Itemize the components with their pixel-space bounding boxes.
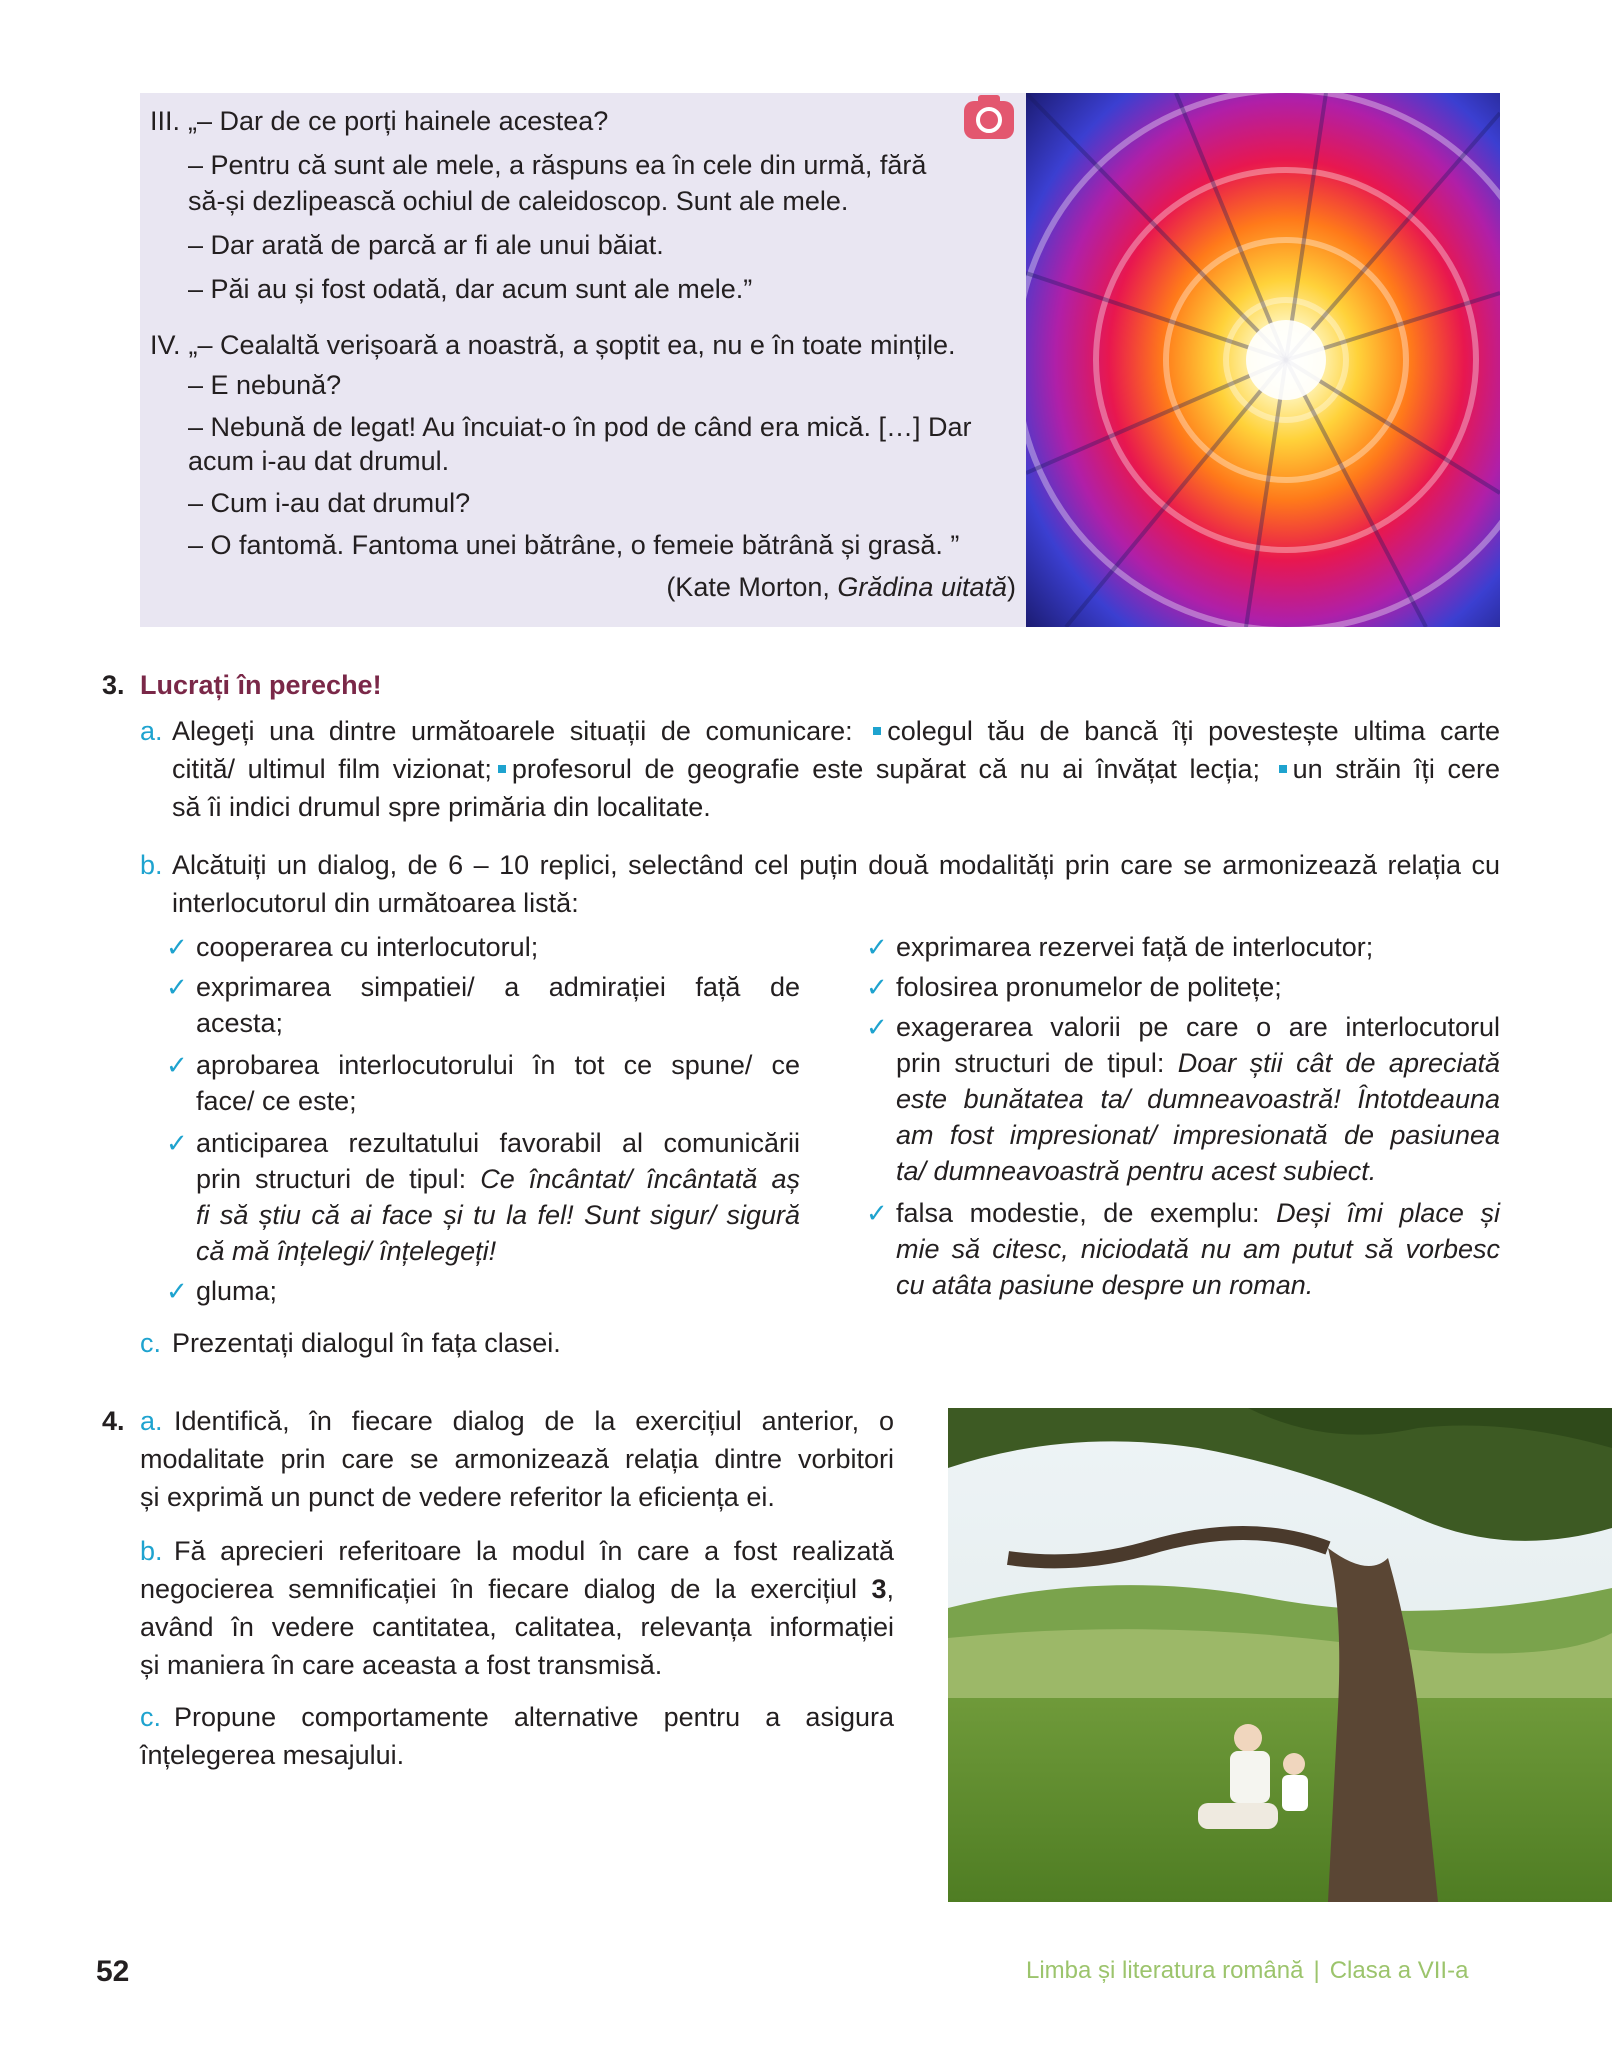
exercise-4b-line: Fă aprecieri referitoare la modul în care a fost realizată (174, 1536, 894, 1566)
roman-numeral-iv: IV. (150, 330, 181, 360)
checklist-item: prin structuri de tipul: Doar știi cât de apreciată (896, 1048, 1500, 1078)
item-label: a. (140, 716, 163, 746)
checklist-item: am fost impresionat/ impresionată de pasiunea (896, 1120, 1500, 1150)
check-icon: ✓ (166, 1276, 188, 1306)
checklist-item: cooperarea cu interlocutorul; (196, 932, 539, 962)
checklist-item: fi să știu că ai face și tu la fel! Sunt sigur/ sigură (196, 1200, 800, 1230)
exercise-3c-text: Prezentați dialogul în fața clasei. (172, 1328, 561, 1358)
excerpt-line: – Dar arată de parcă ar fi ale unui băiat. (188, 230, 664, 260)
checklist-item: prin structuri de tipul: Ce încântat/ încântată aș (196, 1164, 800, 1194)
checklist-item: exprimarea simpatiei/ a admirației față de (196, 972, 800, 1002)
footer-subject: Limba și literatura română | Clasa a VII-a (1026, 1957, 1469, 1984)
excerpt-line: acum i-au dat drumul. (188, 446, 450, 476)
excerpt-line: III. „– Dar de ce porți hainele acestea? (150, 106, 609, 136)
exercise-4a-line: Identifică, în fiecare dialog de la exercițiul anterior, o (174, 1406, 894, 1436)
square-bullet-icon (873, 727, 881, 735)
checklist-item: că mă înțelegi/ înțelegeți! (196, 1236, 497, 1266)
exercise-4b-line: negocierea semnificației în fiecare dialog de la exercițiul 3, (140, 1574, 894, 1604)
excerpt-line: – Pentru că sunt ale mele, a răspuns ea în cele din urmă, fără (188, 150, 927, 180)
excerpt-line: – Păi au și fost odată, dar acum sunt ale mele.” (188, 274, 753, 304)
square-bullet-icon (1279, 765, 1287, 773)
checklist-item: gluma; (196, 1276, 278, 1306)
checklist-item: anticiparea rezultatului favorabil al comunicării (196, 1128, 800, 1158)
father-son-under-tree-photo (948, 1408, 1612, 1902)
exercise-heading: Lucrați în pereche! (140, 670, 382, 700)
excerpt-line: – O fantomă. Fantoma unei bătrâne, o femeie bătrână și grasă. ” (188, 530, 960, 560)
item-label: c. (140, 1702, 162, 1732)
checklist-item: cu atâta pasiune despre un roman. (896, 1270, 1314, 1300)
exercise-number: 4. (102, 1406, 125, 1436)
exercise-3a-line: citită/ ultimul film vizionat; profesorul de geografie este supărat că nu ai învățat lecția; un străin îți cere (172, 754, 1500, 784)
excerpt-line: – Nebună de legat! Au încuiat-o în pod de când era mică. […] Dar (188, 412, 972, 442)
checklist-item: folosirea pronumelor de politețe; (896, 972, 1282, 1002)
item-label: c. (140, 1328, 162, 1358)
roman-numeral-iii: III. (150, 106, 181, 136)
item-label: b. (140, 1536, 163, 1566)
check-icon: ✓ (866, 972, 888, 1002)
kaleidoscope-image (1026, 93, 1500, 627)
excerpt-box (140, 93, 1026, 627)
checklist-item: acesta; (196, 1008, 284, 1038)
check-icon: ✓ (166, 972, 188, 1002)
excerpt-line: IV. „– Cealaltă verișoară a noastră, a șoptit ea, nu e în toate mințile. (150, 330, 956, 360)
exercise-4c-line: înțelegerea mesajului. (140, 1740, 405, 1770)
checklist-item: este bunătatea ta/ dumneavoastră! Întotdeauna (896, 1084, 1500, 1114)
checklist-item: ta/ dumneavoastră pentru acest subiect. (896, 1156, 1377, 1186)
footer-separator: | (1313, 1957, 1320, 1984)
exercise-3b-line: interlocutorul din următoarea listă: (172, 888, 579, 918)
excerpt-line: să-și dezlipească ochiul de caleidoscop. Sunt ale mele. (188, 186, 849, 216)
checklist-item: exagerarea valorii pe care o are interlocutorul (896, 1012, 1500, 1042)
excerpt-line: – E nebună? (188, 370, 342, 400)
exercise-3a-line: să îi indici drumul spre primăria din localitate. (172, 792, 711, 822)
exercise-number: 3. (102, 670, 125, 700)
checklist-item: exprimarea rezervei față de interlocutor; (896, 932, 1374, 962)
checklist-item: mie să citesc, niciodată nu am putut să vorbesc (896, 1234, 1500, 1264)
item-label: a. (140, 1406, 163, 1436)
checklist-item: face/ ce este; (196, 1086, 357, 1116)
check-icon: ✓ (166, 1128, 188, 1158)
check-icon: ✓ (166, 932, 188, 962)
check-icon: ✓ (866, 932, 888, 962)
page-number: 52 (96, 1955, 130, 1988)
checklist-item: falsa modestie, de exemplu: Deși îmi place și (896, 1198, 1501, 1228)
square-bullet-icon (498, 765, 506, 773)
excerpt-source: (Kate Morton, Grădina uitată) (666, 572, 1016, 602)
exercise-4a-line: modalitate prin care se armonizează relația dintre vorbitori (140, 1444, 894, 1474)
excerpt-line: – Cum i-au dat drumul? (188, 488, 471, 518)
exercise-4a-line: și exprimă un punct de vedere referitor la eficiența ei. (140, 1482, 775, 1512)
check-icon: ✓ (866, 1012, 888, 1042)
check-icon: ✓ (866, 1198, 888, 1228)
camera-icon (962, 93, 1016, 141)
exercise-4b-line: având în vedere cantitatea, calitatea, relevanța informației (140, 1612, 894, 1642)
check-icon: ✓ (166, 1050, 188, 1080)
exercise-4b-line: și maniera în care aceasta a fost transmisă. (140, 1650, 663, 1680)
exercise-4c-line: Propune comportamente alternative pentru a asigura (174, 1702, 894, 1732)
exercise-3b-line: Alcătuiți un dialog, de 6 – 10 replici, selectând cel puțin două modalități prin care se armonizează relația cu (172, 850, 1500, 880)
exercise-3a-line: Alegeți una dintre următoarele situații de comunicare: colegul tău de bancă îți povestește ultima carte (172, 716, 1500, 746)
item-label: b. (140, 850, 163, 880)
checklist-item: aprobarea interlocutorului în tot ce spune/ ce (196, 1050, 800, 1080)
